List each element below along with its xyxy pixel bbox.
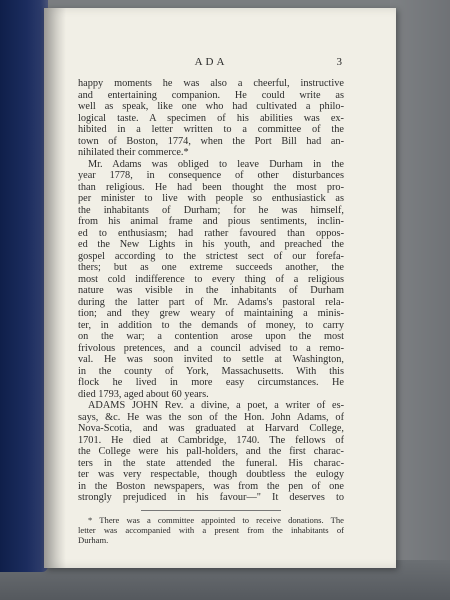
gutter-shadow [44, 8, 66, 568]
running-title: ADA [194, 56, 228, 68]
text-line: ed to enthusiasm; had rather favoured than oppos- [78, 227, 344, 239]
text-line: in the Boston newspapers, was from the pen of one [78, 480, 344, 492]
text-line: strongly prejudiced in his favour—" It deserves to [78, 492, 344, 503]
text-line: on the war; a contention arose upon the most [78, 331, 344, 342]
text-line: val. He was soon invited to settle at Washington, [78, 354, 344, 365]
text-line: town of Boston, 1774, when the Port Bill had an- [78, 135, 344, 147]
text-line: died 1793, aged about 60 years. [78, 388, 209, 400]
text-line: letter was accompanied with a present from the inhabitants of [78, 524, 344, 535]
text-line: gospel according to the strictest sect of our forefa- [78, 250, 344, 262]
text-line: Durham. [78, 534, 109, 545]
main-text [78, 78, 344, 504]
text-line: hibited in a letter written to a committee of the [78, 124, 344, 135]
text-line: and entertaining companion. He could write as [78, 89, 344, 101]
footnote [78, 515, 344, 545]
text-line: happy moments he was also a cheerful, instructive [78, 78, 344, 89]
text-line: ter was very respectable, though doubtless the eulogy [78, 469, 344, 480]
page-number: 3 [336, 56, 342, 68]
text-line: the inhabitants of Durham; for he was himself, [78, 204, 344, 216]
text-line: frivolous pretences, and a council advised to a remo- [78, 342, 344, 354]
text-line: tion; and they grew weary of maintaining a minis- [78, 308, 344, 319]
text-line: thers; but as one extreme succeeds another, the [78, 262, 344, 273]
text-line: per minister to live with people so enthusiastick as [78, 193, 344, 204]
footnote-rule [141, 510, 281, 511]
text-line: Nova-Scotia, and was graduated at Harvard College, [78, 423, 344, 434]
text-line: during the latter part of Mr. Adams's pastoral rela- [78, 296, 344, 308]
text-line: than religious. He had been thought the most pro- [78, 181, 344, 193]
text-line: ter, in addition to the demands of money, to carry [78, 319, 344, 331]
text-line: ters in the state attended the funeral. His charac- [78, 457, 344, 469]
text-line: Mr. Adams was obliged to leave Durham in the [88, 158, 344, 170]
text-line: well as speak, like one who had cultivated a philo- [78, 101, 344, 112]
text-line: from his animal frame and pious sentiments, inclin- [78, 216, 344, 227]
text-line: the College were his pall-holders, and the first charac- [78, 446, 344, 457]
text-line: ed the New Lights in his youth, and preached the [78, 239, 344, 250]
text-line: flock he lived in more easy circumstances. He [78, 377, 344, 388]
text-line: logical taste. A specimen of his abilities was ex- [78, 112, 344, 124]
text-line: ADAMS JOHN Rev. a divine, a poet, a writer of es- [88, 400, 344, 411]
text-line: says, &c. He was the son of the Hon. John Adams, of [78, 411, 344, 423]
text-line: 1701. He died at Cambridge, 1740. The fellows of [78, 434, 344, 446]
text-line: nature was visible in the inhabitants of Durham [78, 285, 344, 296]
text-line: * There was a committee appointed to receive donations. The [88, 514, 344, 525]
text-line: year 1778, in consequence of other disturbances [78, 170, 344, 181]
body-text [78, 78, 344, 545]
book-cover [0, 0, 48, 572]
text-line: most cold indifference to every thing of a religious [78, 273, 344, 285]
text-line: in the county of York, Massachusetts. With this [78, 365, 344, 377]
text-line: nihilated their commerce.* [78, 147, 189, 158]
running-head [78, 56, 344, 70]
table-surface [390, 0, 450, 600]
